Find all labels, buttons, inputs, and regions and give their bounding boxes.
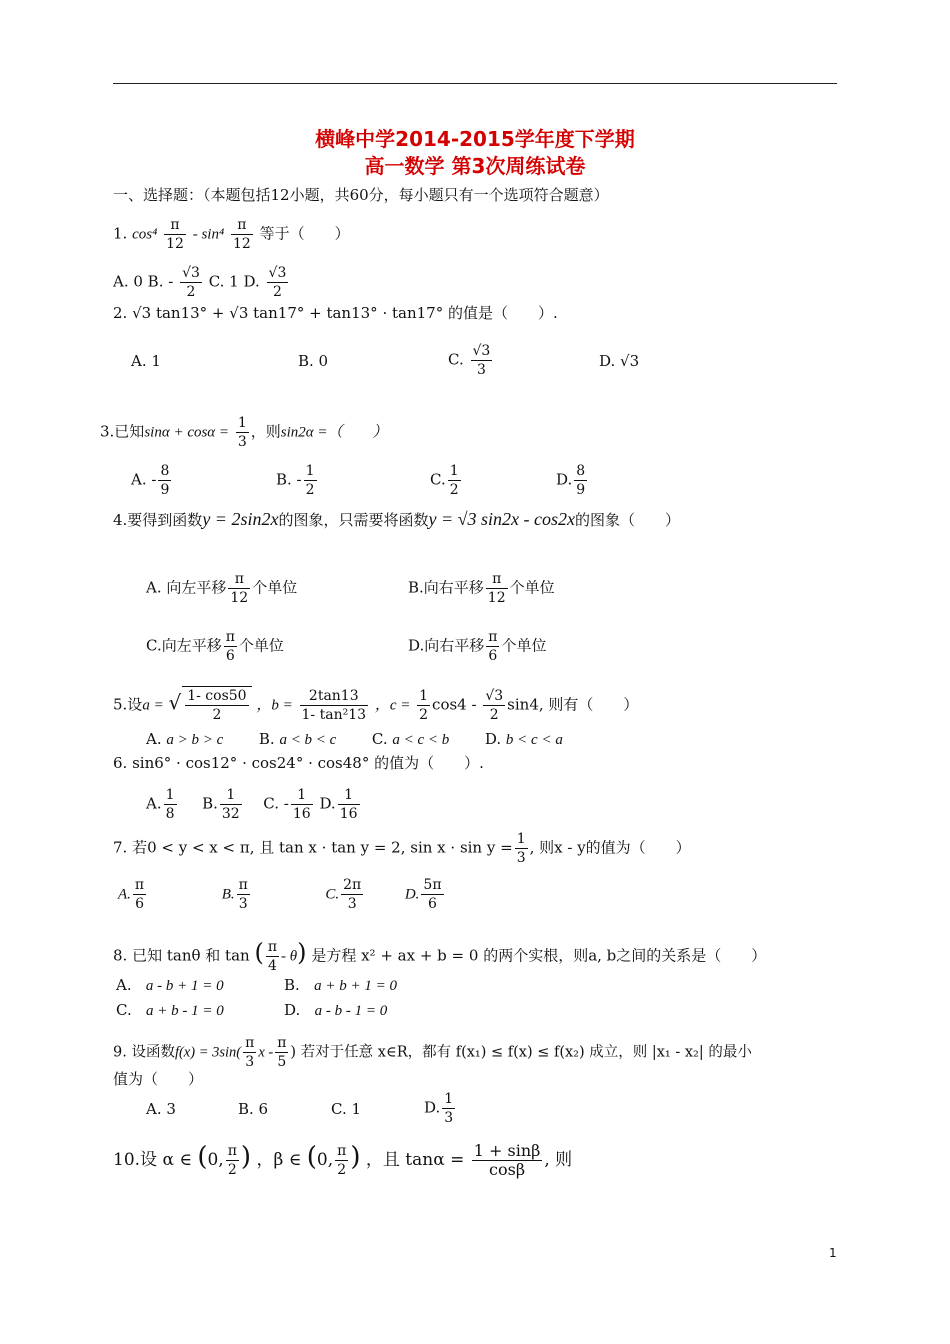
question-4: 4.要得到函数y = 2sin2x的图象，只需要将函数y = √3 sin2x - cos2x的图象（ ）: [113, 509, 680, 529]
question-5: 5.设a = √ $\frac{1- \cos 50}{2}$ ，b = $\frac{2\tan 13}{\text{1- tan²13}}$ ，c = $\frac{1}{2}$ cos4 - $\frac{√3}{2}$ sin4, 则有（ ）: [113, 688, 639, 723]
question-3-option-a: A. - $\frac{8}{9}$: [131, 463, 170, 498]
question-6: 6. sin6° · cos12° · cos24° · cos48° 的值为（ ）.: [113, 754, 484, 772]
question-8-option-d: D. a - b - 1 = 0: [284, 1001, 388, 1019]
question-4-option-d: D.向右平移 $\frac{\pi}{6}$ 个单位: [408, 629, 547, 664]
question-9-line2: 值为（ ）: [113, 1070, 204, 1088]
question-2: 2. √3 tan13° + √3 tan17° + tan13° · tan17° 的值是（ ）.: [113, 304, 558, 322]
question-2-option-b: B. 0: [298, 352, 329, 370]
question-4-option-a: A. 向左平移 $\frac{\pi}{12}$ 个单位: [146, 571, 298, 606]
question-1-options: A. 0 B. - $\frac{√3}{2}$ C. 1 D. $\frac{√3}{2}$: [113, 265, 287, 300]
question-4-option-c: C.向左平移 $\frac{\pi}{6}$ 个单位: [146, 629, 284, 664]
top-rule: [113, 83, 837, 84]
section-heading: 一、选择题：（本题包括12小题，共60分，每小题只有一个选项符合题意）: [113, 186, 609, 204]
question-7: 7. 若0 < y < x < π, 且 tan x · tan y = 2, sin x · sin y = $\frac{1}{3}$ , 则x - y的值为（ ）: [113, 831, 691, 866]
question-2-option-d: D. √3: [599, 352, 640, 370]
question-2-option-c: C. $\frac{√3}{3}$: [448, 343, 491, 378]
question-9-option-b: B. 6: [238, 1100, 269, 1118]
question-7-options: A. $\frac{\pi}{6}$ B. $\frac{\pi}{3}$ C. $\frac{2\pi}{3}$ D. $\frac{5\pi}{6}$: [118, 877, 442, 912]
question-5-options: A. a > b > c B. a < b < c C. a < c < b D. b < c < a: [146, 730, 563, 748]
question-8: 8. 已知 tanθ 和 tan ( $\frac{\pi}{4}$ - θ) 是方程 x² + ax + b = 0 的两个实根，则a, b之间的关系是（ ）: [113, 938, 767, 974]
question-6-options: A. $\frac{1}{8}$ B. $\frac{1}{32}$ C. - $\frac{1}{16}$ D. $\frac{1}{16}$: [146, 787, 358, 822]
question-3-option-d: D. $\frac{8}{9}$: [556, 463, 586, 498]
question-4-option-b: B.向右平移 $\frac{\pi}{12}$ 个单位: [408, 571, 555, 606]
question-1: 1. cos⁴ $\frac{\pi}{12}$ - sin⁴ $\frac{\pi}{12}$ 等于（ ）: [113, 217, 350, 252]
question-10: 10.设 α ∈ (0, $\frac{\pi}{2}$ ) ，β ∈ (0, $\frac{\pi}{2}$ ) ，且 tanα = $\frac{1 + \sin\beta}{\cos\beta}$ , 则: [113, 1141, 573, 1179]
question-8-option-a: A. a - b + 1 = 0: [116, 976, 224, 994]
question-9-option-a: A. 3: [146, 1100, 176, 1118]
page-subtitle: 高一数学 第3次周练试卷: [364, 154, 586, 178]
question-3: 3.已知sinα + cosα = $\frac{1}{3}$ ，则sin2α =（ ）: [100, 415, 388, 450]
question-3-option-b: B. - $\frac{1}{2}$: [276, 463, 315, 498]
question-2-option-a: A. 1: [131, 352, 161, 370]
page-number: 1: [829, 1246, 837, 1260]
page-title: 横峰中学2014-2015学年度下学期: [315, 127, 635, 151]
question-8-option-c: C. a + b - 1 = 0: [116, 1001, 224, 1019]
question-8-option-b: B. a + b + 1 = 0: [284, 976, 397, 994]
question-9-option-d: D. $\frac{1}{3}$: [424, 1091, 454, 1126]
question-9-option-c: C. 1: [331, 1100, 362, 1118]
question-3-option-c: C. $\frac{1}{2}$: [430, 463, 459, 498]
question-9: 9. 设函数f(x) = 3sin( $\frac{\pi}{3}$ x - $\frac{\pi}{5}$ ) 若对于任意 x∈R，都有 f(x₁) ≤ f(x) ≤ f(x₂) 成立，则 |x₁ - x₂| 的最小: [113, 1035, 752, 1070]
